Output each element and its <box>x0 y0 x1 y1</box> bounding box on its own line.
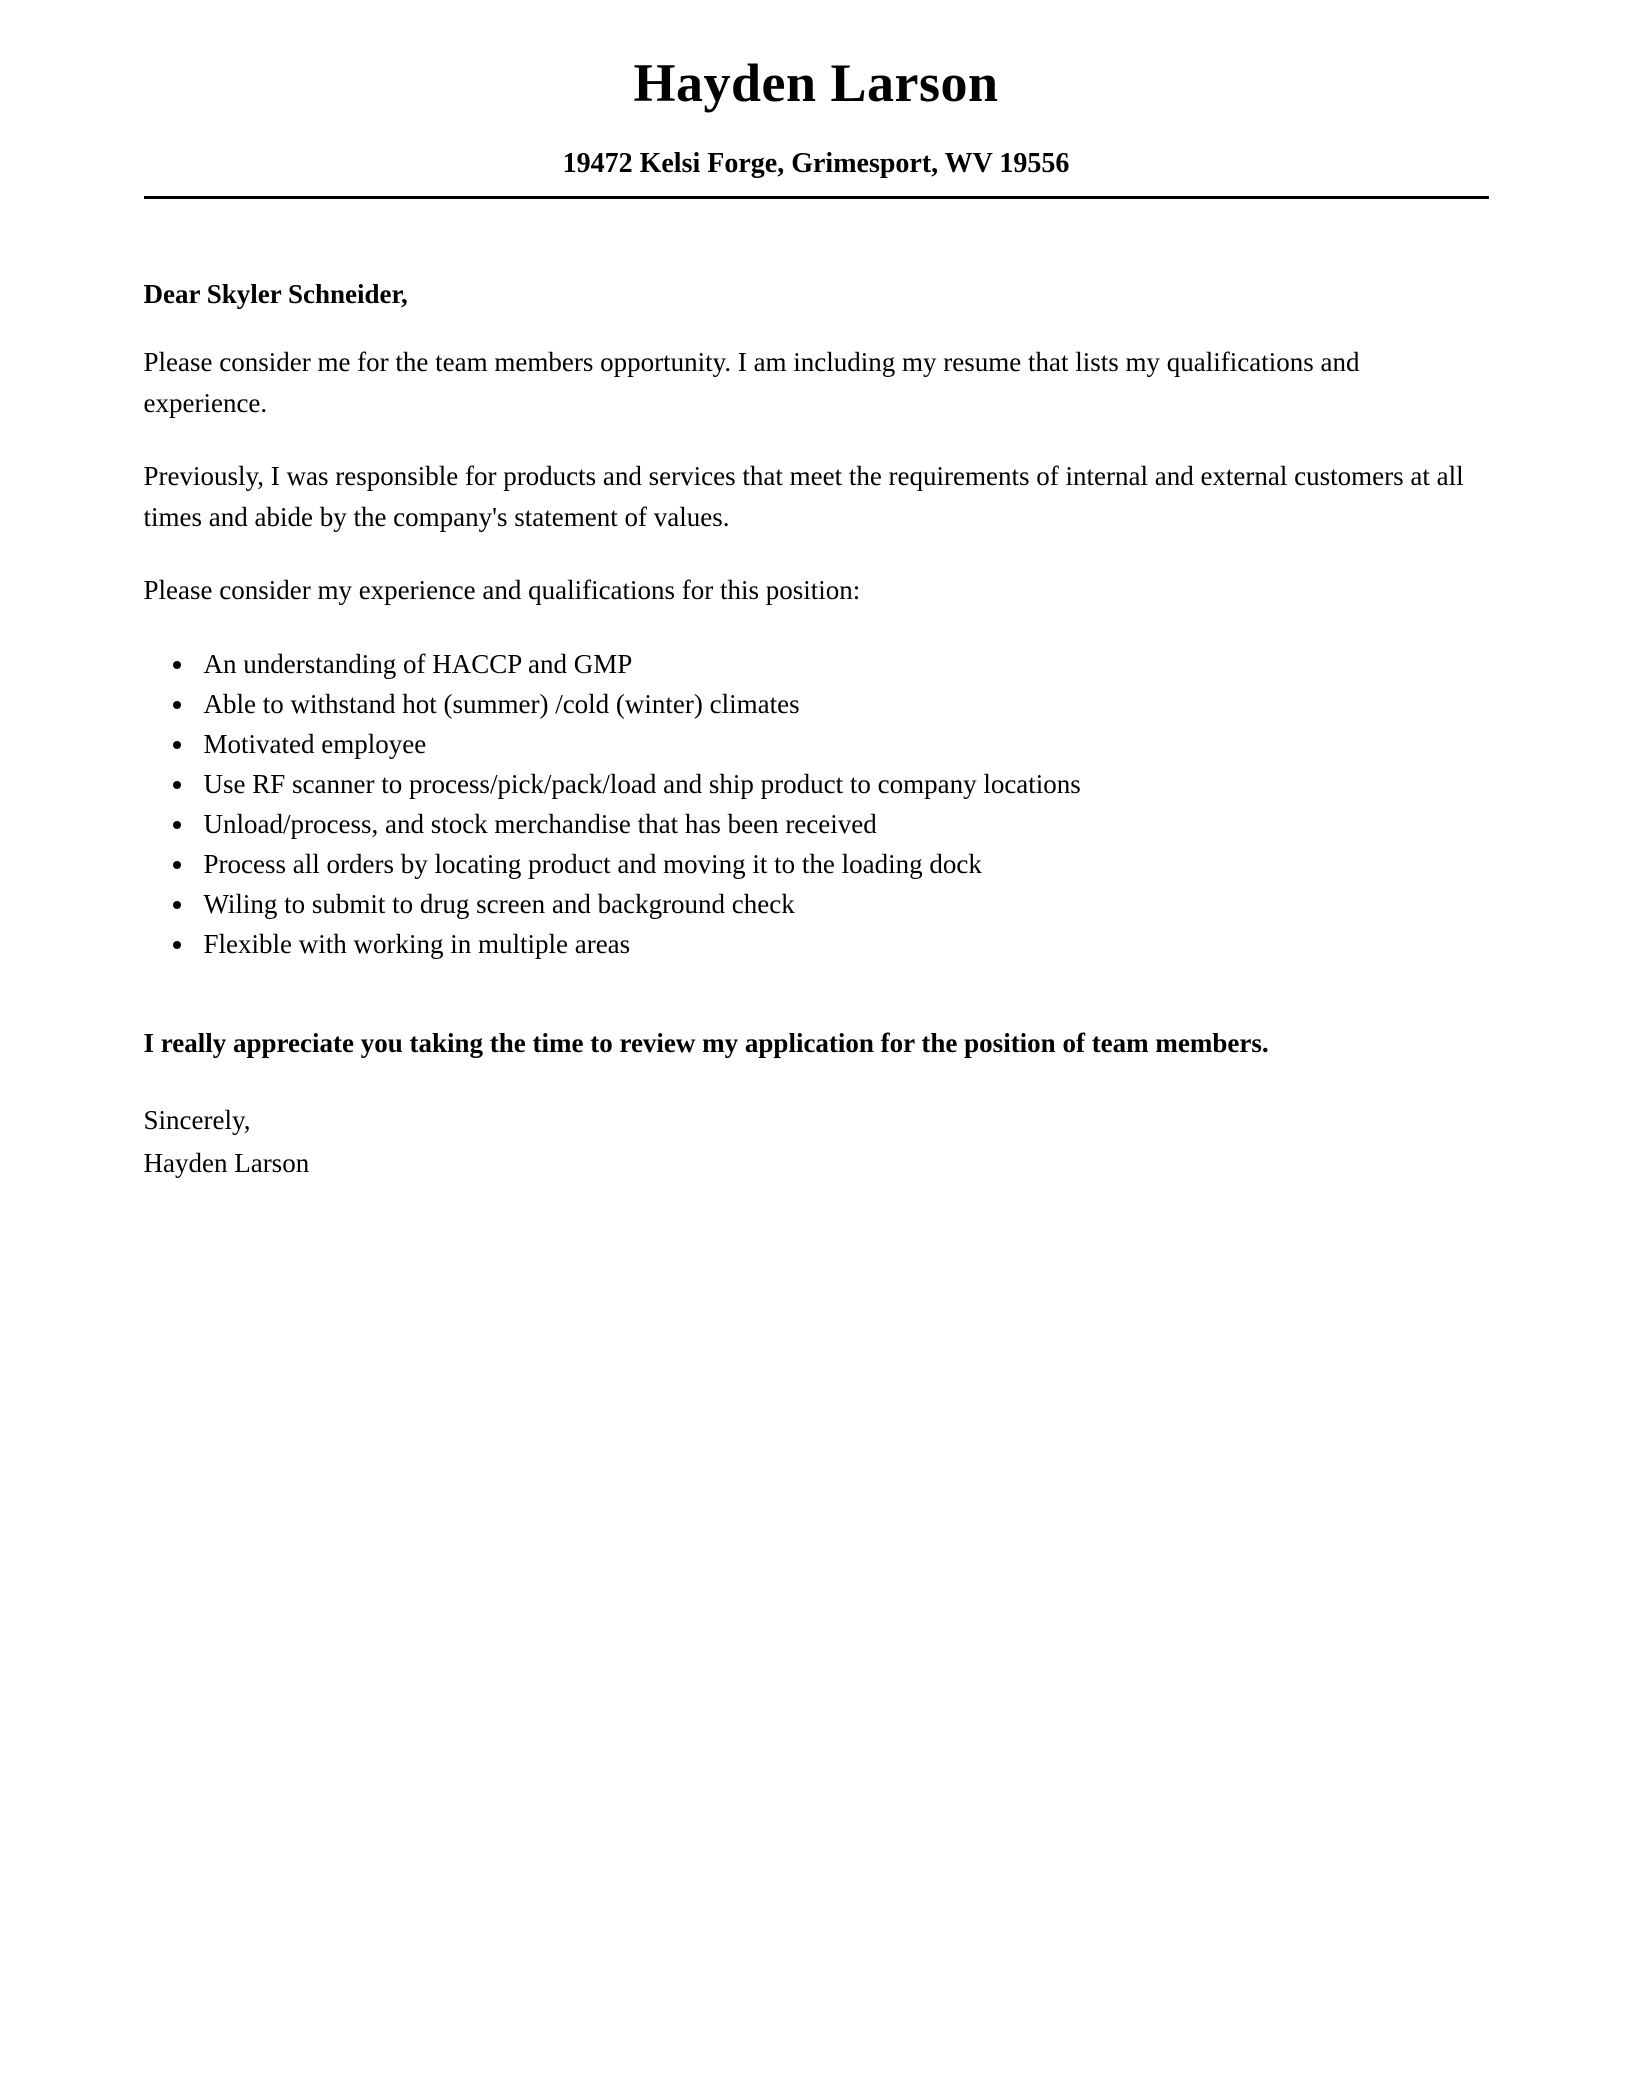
salutation: Dear Skyler Schneider, <box>143 279 408 309</box>
sender-address: 19472 Kelsi Forge, Grimesport, WV 19556 <box>562 148 1070 179</box>
paragraph-previous-experience: Previously, I was responsible for products and services that meet the requirements of internal and external customers at all times and abide by the company's statement of values. <box>143 461 1464 533</box>
qualification-item: • Unload/process, and stock merchandise that has been received <box>196 805 1489 845</box>
paragraph-consider: Please consider my experience and qualifications for this position: <box>143 575 861 606</box>
qualification-item: • Able to withstand hot (summer) /cold (winter) climates <box>196 685 1489 725</box>
paragraph-intro: Please consider me for the team members opportunity. I am including my resume that lists my qualifications and experience. <box>143 347 1360 419</box>
closing-statement: I really appreciate you taking the time to review my application for the position of team members. <box>143 1027 1269 1058</box>
letter-content <box>144 0 1489 1184</box>
qualifications-list <box>144 645 1489 965</box>
qualification-item: • Wiling to submit to drug screen and background check <box>196 885 1489 925</box>
qualification-item: • Motivated employee <box>196 725 1489 765</box>
qualification-item: • Flexible with working in multiple areas <box>196 925 1489 965</box>
qualification-item: • Process all orders by locating product and moving it to the loading dock <box>196 845 1489 885</box>
qualification-item: • Use RF scanner to process/pick/pack/load and ship product to company locations <box>196 765 1489 805</box>
sender-name-heading: Hayden Larson <box>633 53 999 113</box>
signoff: Sincerely, <box>143 1104 251 1135</box>
header-divider <box>144 196 1489 199</box>
signature-name: Hayden Larson <box>143 1147 310 1178</box>
qualification-item: • An understanding of HACCP and GMP <box>196 645 1489 685</box>
